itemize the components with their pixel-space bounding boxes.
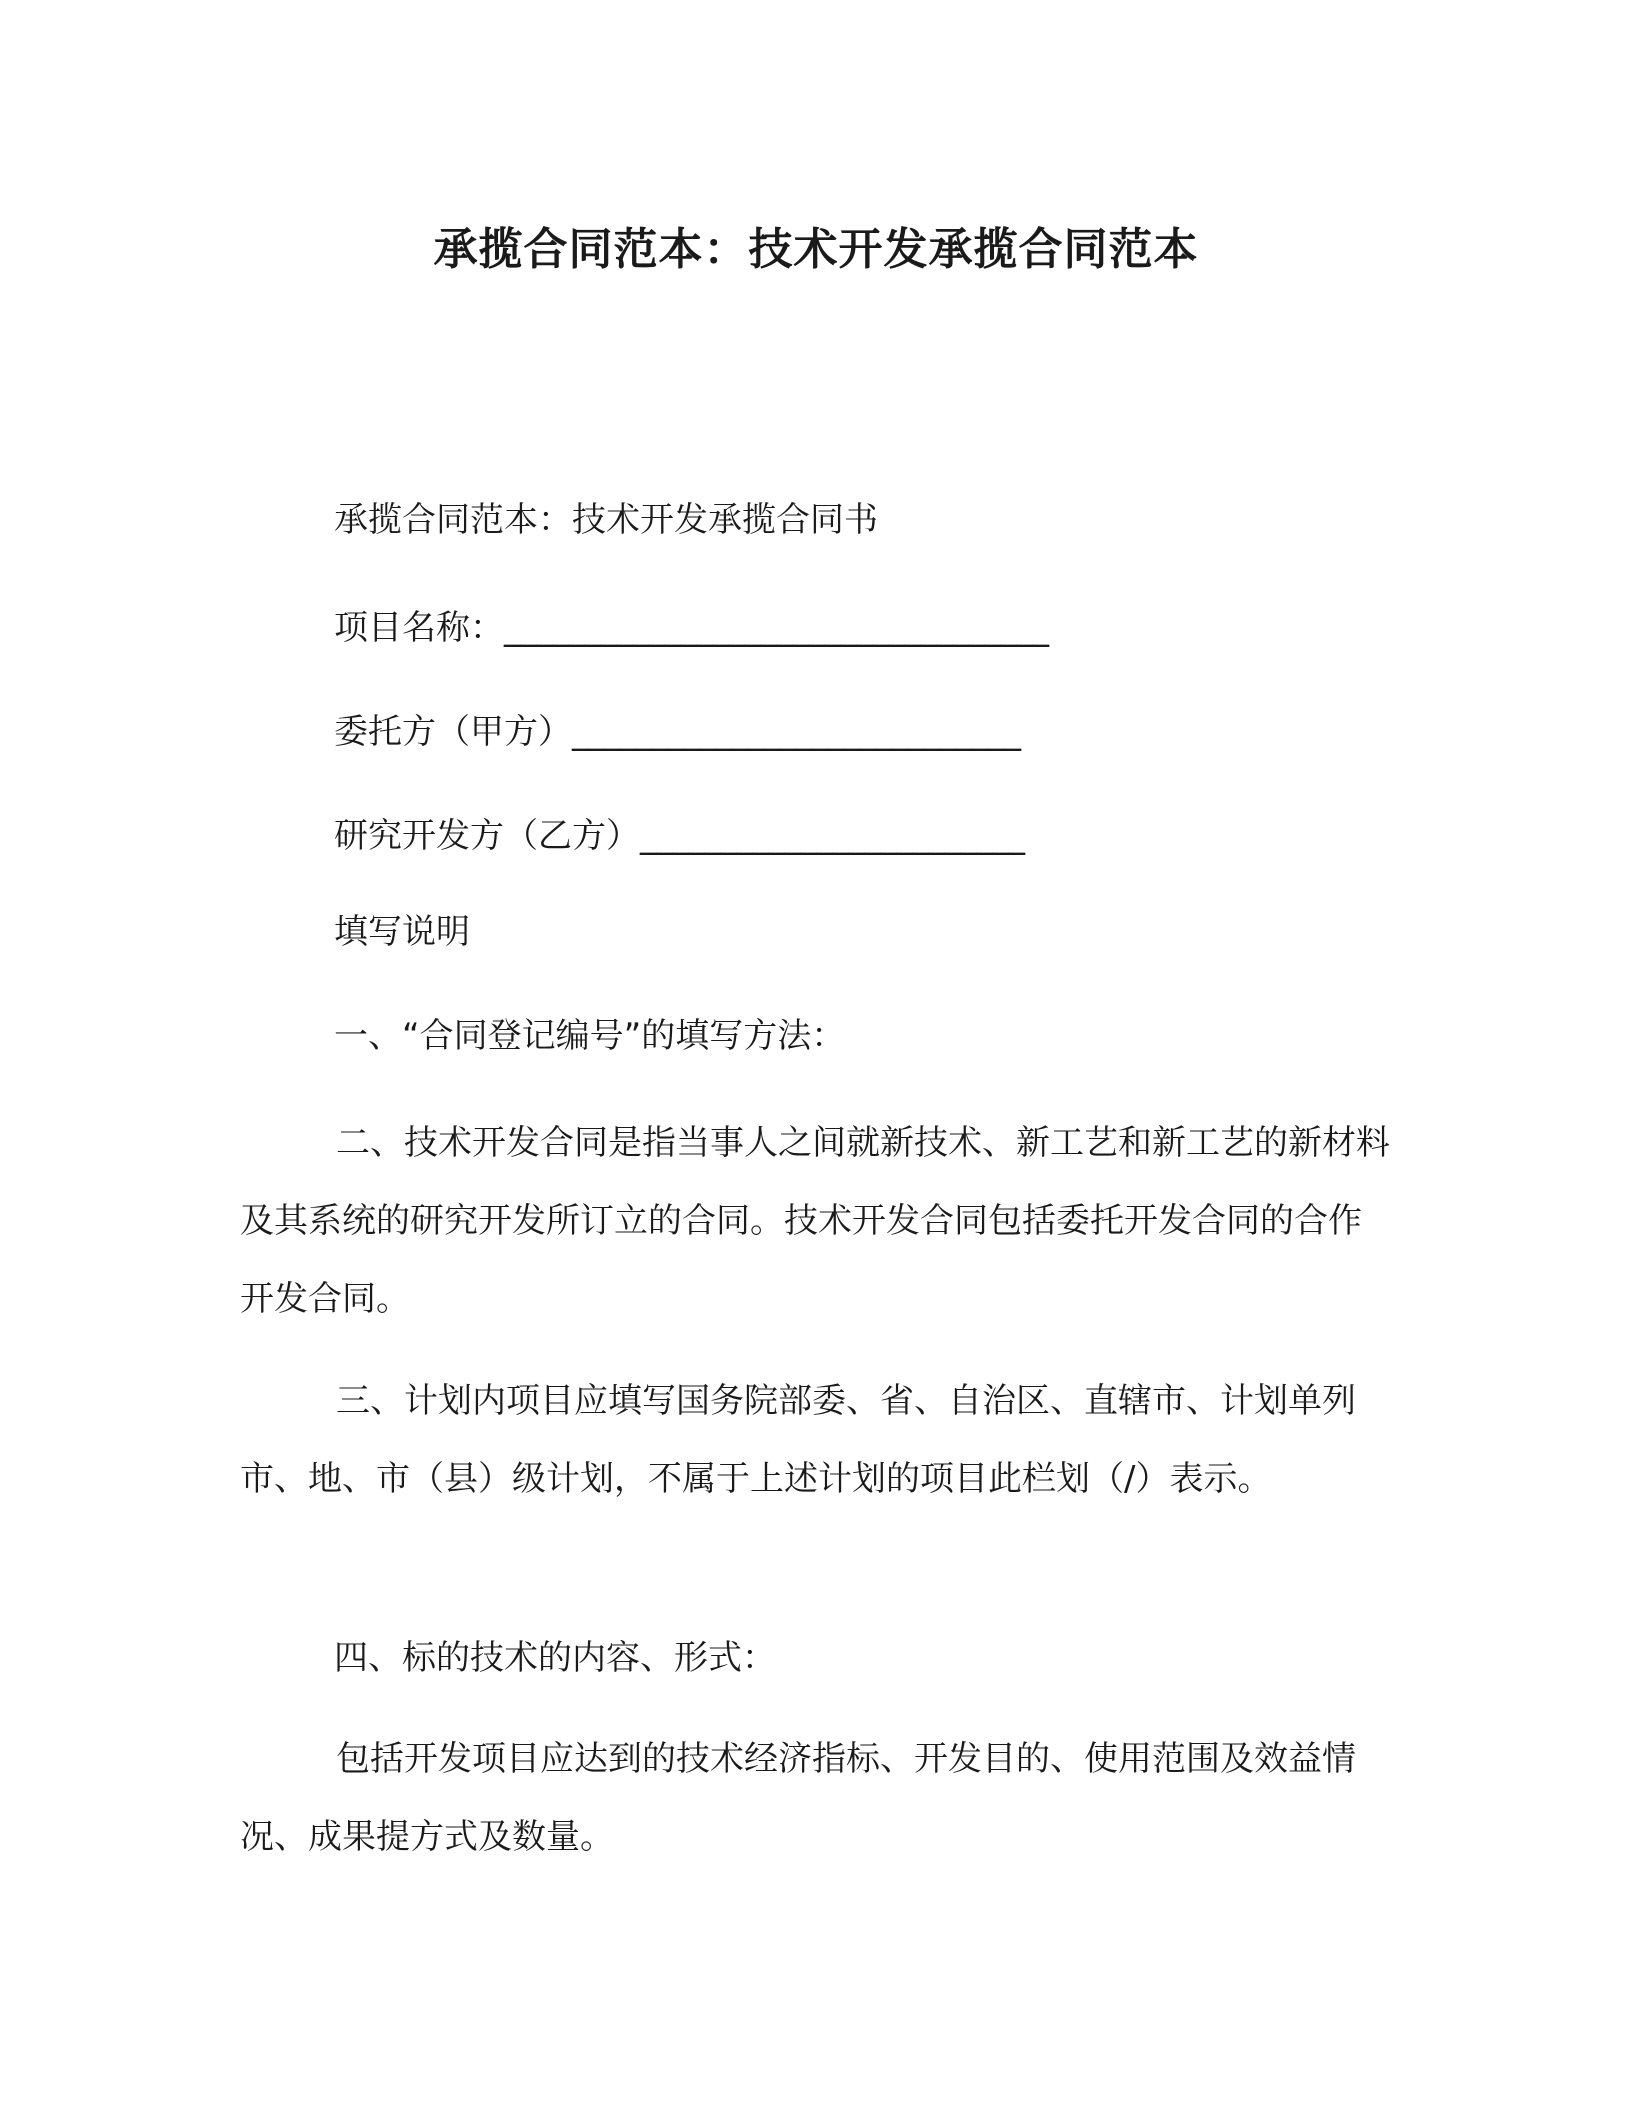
instruction-item-3: 三、计划内项目应填写国务院部委、省、自治区、直辖市、计划单列市、地、市（县）级计划，不属于上述计划的项目此栏划（/）表示。 — [240, 1381, 1356, 1499]
instruction-item-2: 二、技术开发合同是指当事人之间就新技术、新工艺和新工艺的新材料及其系统的研究开发所订立的合同。技术开发合同包括委托开发合同的合作开发合同。 — [240, 1123, 1390, 1319]
instruction-item-1: 一、“合同登记编号”的填写方法： — [334, 1016, 846, 1056]
project-name-label: 项目名称： — [334, 608, 504, 648]
developer-field — [334, 812, 1024, 860]
instructions-heading: 填写说明 — [334, 912, 470, 952]
document-title: 承揽合同范本：技术开发承揽合同范本 — [433, 224, 1199, 275]
project-name-blank: __________________________________ — [504, 608, 1048, 648]
project-name-field — [334, 604, 1048, 652]
developer-blank: ________________________ — [640, 816, 1024, 856]
document-subtitle: 承揽合同范本：技术开发承揽合同书 — [334, 500, 878, 540]
client-blank: ____________________________ — [572, 712, 1020, 752]
instruction-item-4: 四、标的技术的内容、形式： — [334, 1638, 776, 1678]
client-field — [334, 708, 1020, 756]
client-label: 委托方（甲方） — [334, 712, 572, 752]
instruction-item-4-detail: 包括开发项目应达到的技术经济指标、开发目的、使用范围及效益情况、成果提方式及数量。 — [240, 1739, 1356, 1857]
developer-label: 研究开发方（乙方） — [334, 816, 640, 856]
